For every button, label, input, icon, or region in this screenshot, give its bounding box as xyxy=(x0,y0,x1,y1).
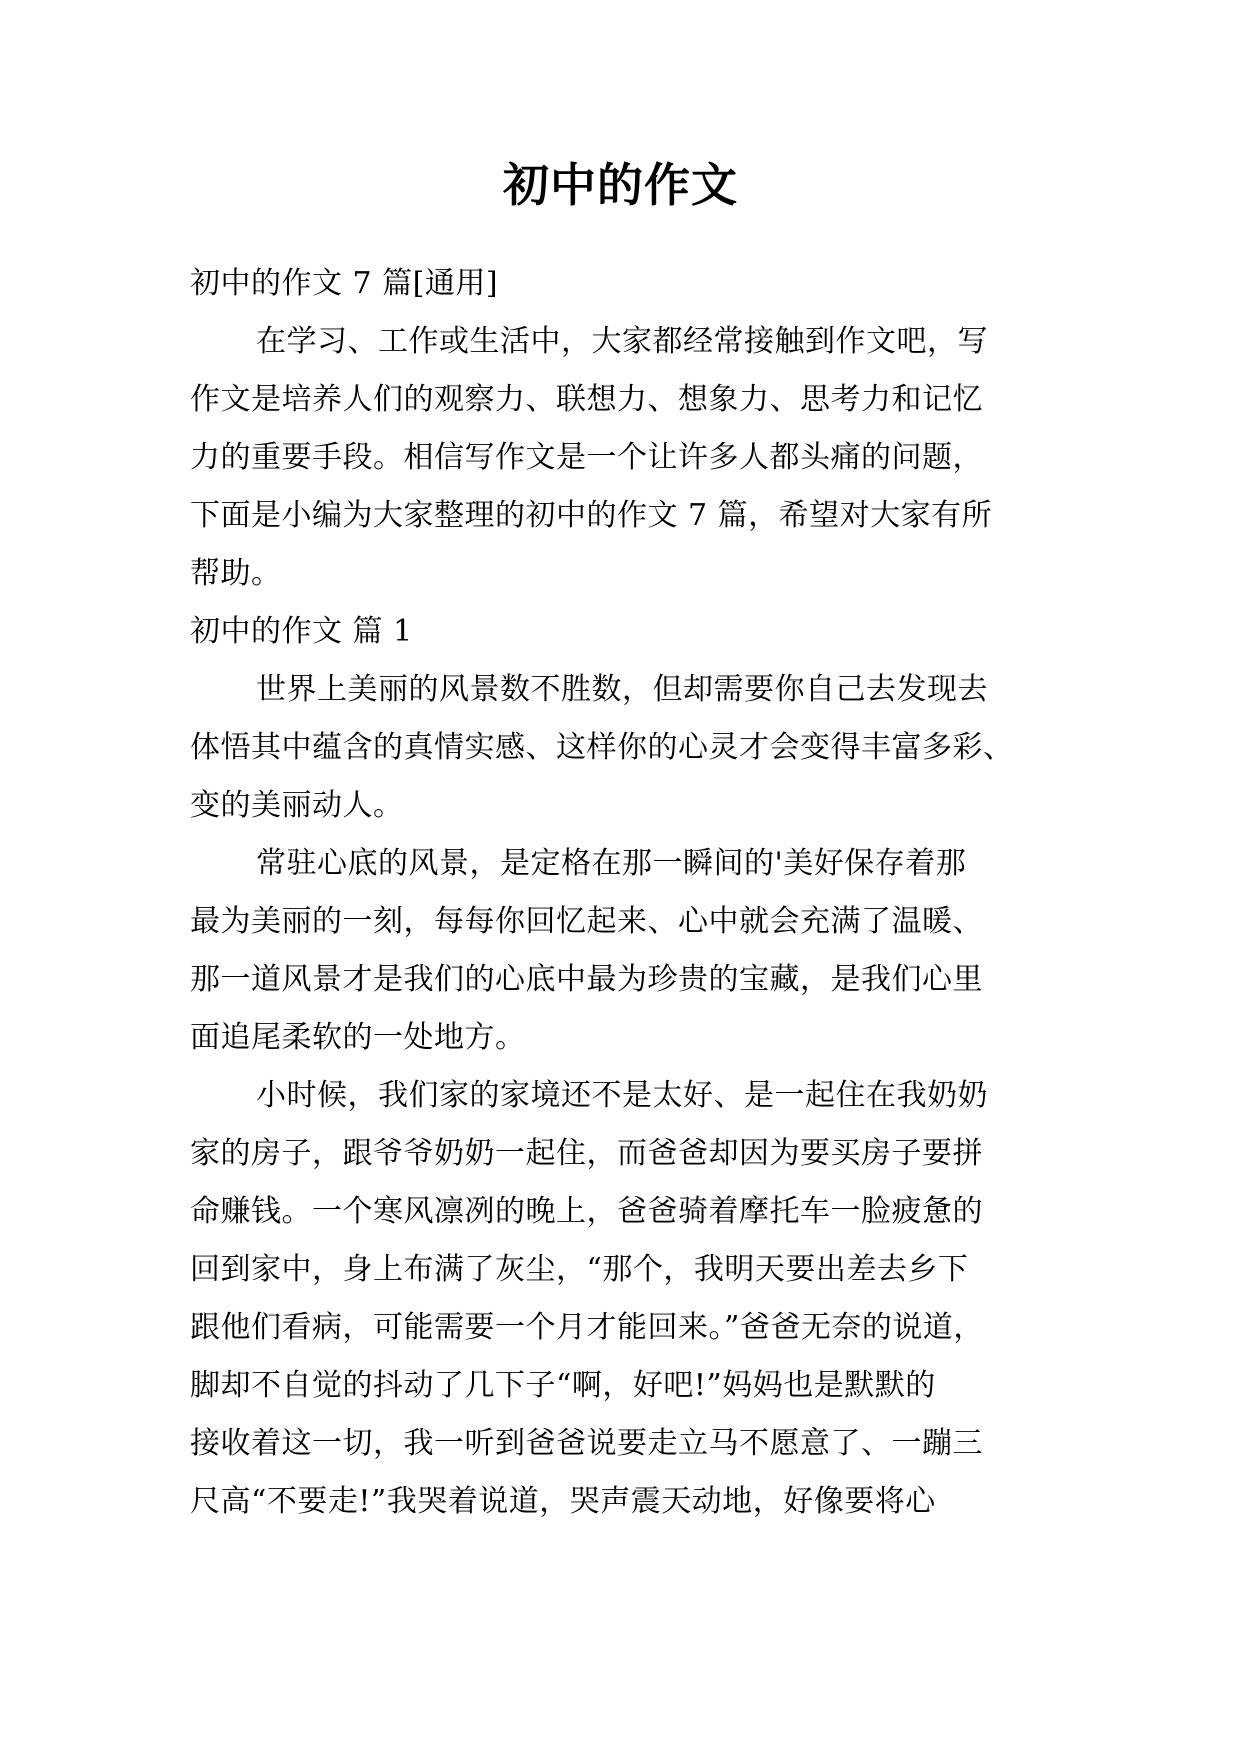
text-line: 体悟其中蕴含的真情实感、这样你的心灵才会变得丰富多彩、 xyxy=(190,730,1014,765)
text-line: 家的房子，跟爷爷奶奶一起住，而爸爸却因为要买房子要拼 xyxy=(190,1136,983,1171)
text-line: 常驻心底的风景，是定格在那一瞬间的'美好保存着那 xyxy=(256,846,967,881)
document-body xyxy=(190,255,1062,1531)
text-line: 小时候，我们家的家境还不是太好、是一起住在我奶奶 xyxy=(256,1078,988,1113)
text-line: 那一道风景才是我们的心底中最为珍贵的宝藏，是我们心里 xyxy=(190,962,983,997)
text-line: 初中的作文 7 篇[通用] xyxy=(190,266,499,301)
text-line: 最为美丽的一刻，每每你回忆起来、心中就会充满了温暖、 xyxy=(190,904,983,939)
text-line: 变的美丽动人。 xyxy=(190,788,404,823)
section-heading: 初中的作文 篇 1 xyxy=(190,614,413,649)
document-title: 初中的作文 xyxy=(503,158,738,212)
text-line: 接收着这一切，我一听到爸爸说要走立马不愿意了、一蹦三 xyxy=(190,1426,983,1461)
text-line: 下面是小编为大家整理的初中的作文 7 篇，希望对大家有所 xyxy=(190,498,993,533)
text-line: 命赚钱。一个寒风凛冽的晚上，爸爸骑着摩托车一脸疲惫的 xyxy=(190,1194,983,1229)
text-line: 跟他们看病，可能需要一个月才能回来。”爸爸无奈的说道， xyxy=(190,1310,984,1345)
text-line: 世界上美丽的风景数不胜数，但却需要你自己去发现去 xyxy=(256,672,988,707)
text-line: 力的重要手段。相信写作文是一个让许多人都头痛的问题， xyxy=(190,440,983,475)
text-line: 回到家中，身上布满了灰尘，“那个，我明天要出差去乡下 xyxy=(190,1252,969,1287)
text-line: 脚却不自觉的抖动了几下子“啊，好吧!”妈妈也是默默的 xyxy=(190,1368,936,1403)
text-line: 在学习、工作或生活中，大家都经常接触到作文吧，写 xyxy=(256,324,988,359)
text-line: 帮助。 xyxy=(190,556,282,591)
text-line: 尺高“不要走!”我哭着说道，哭声震天动地，好像要将心 xyxy=(190,1484,936,1519)
text-line: 面追尾柔软的一处地方。 xyxy=(190,1020,526,1055)
text-line: 作文是培养人们的观察力、联想力、想象力、思考力和记忆 xyxy=(190,382,983,417)
